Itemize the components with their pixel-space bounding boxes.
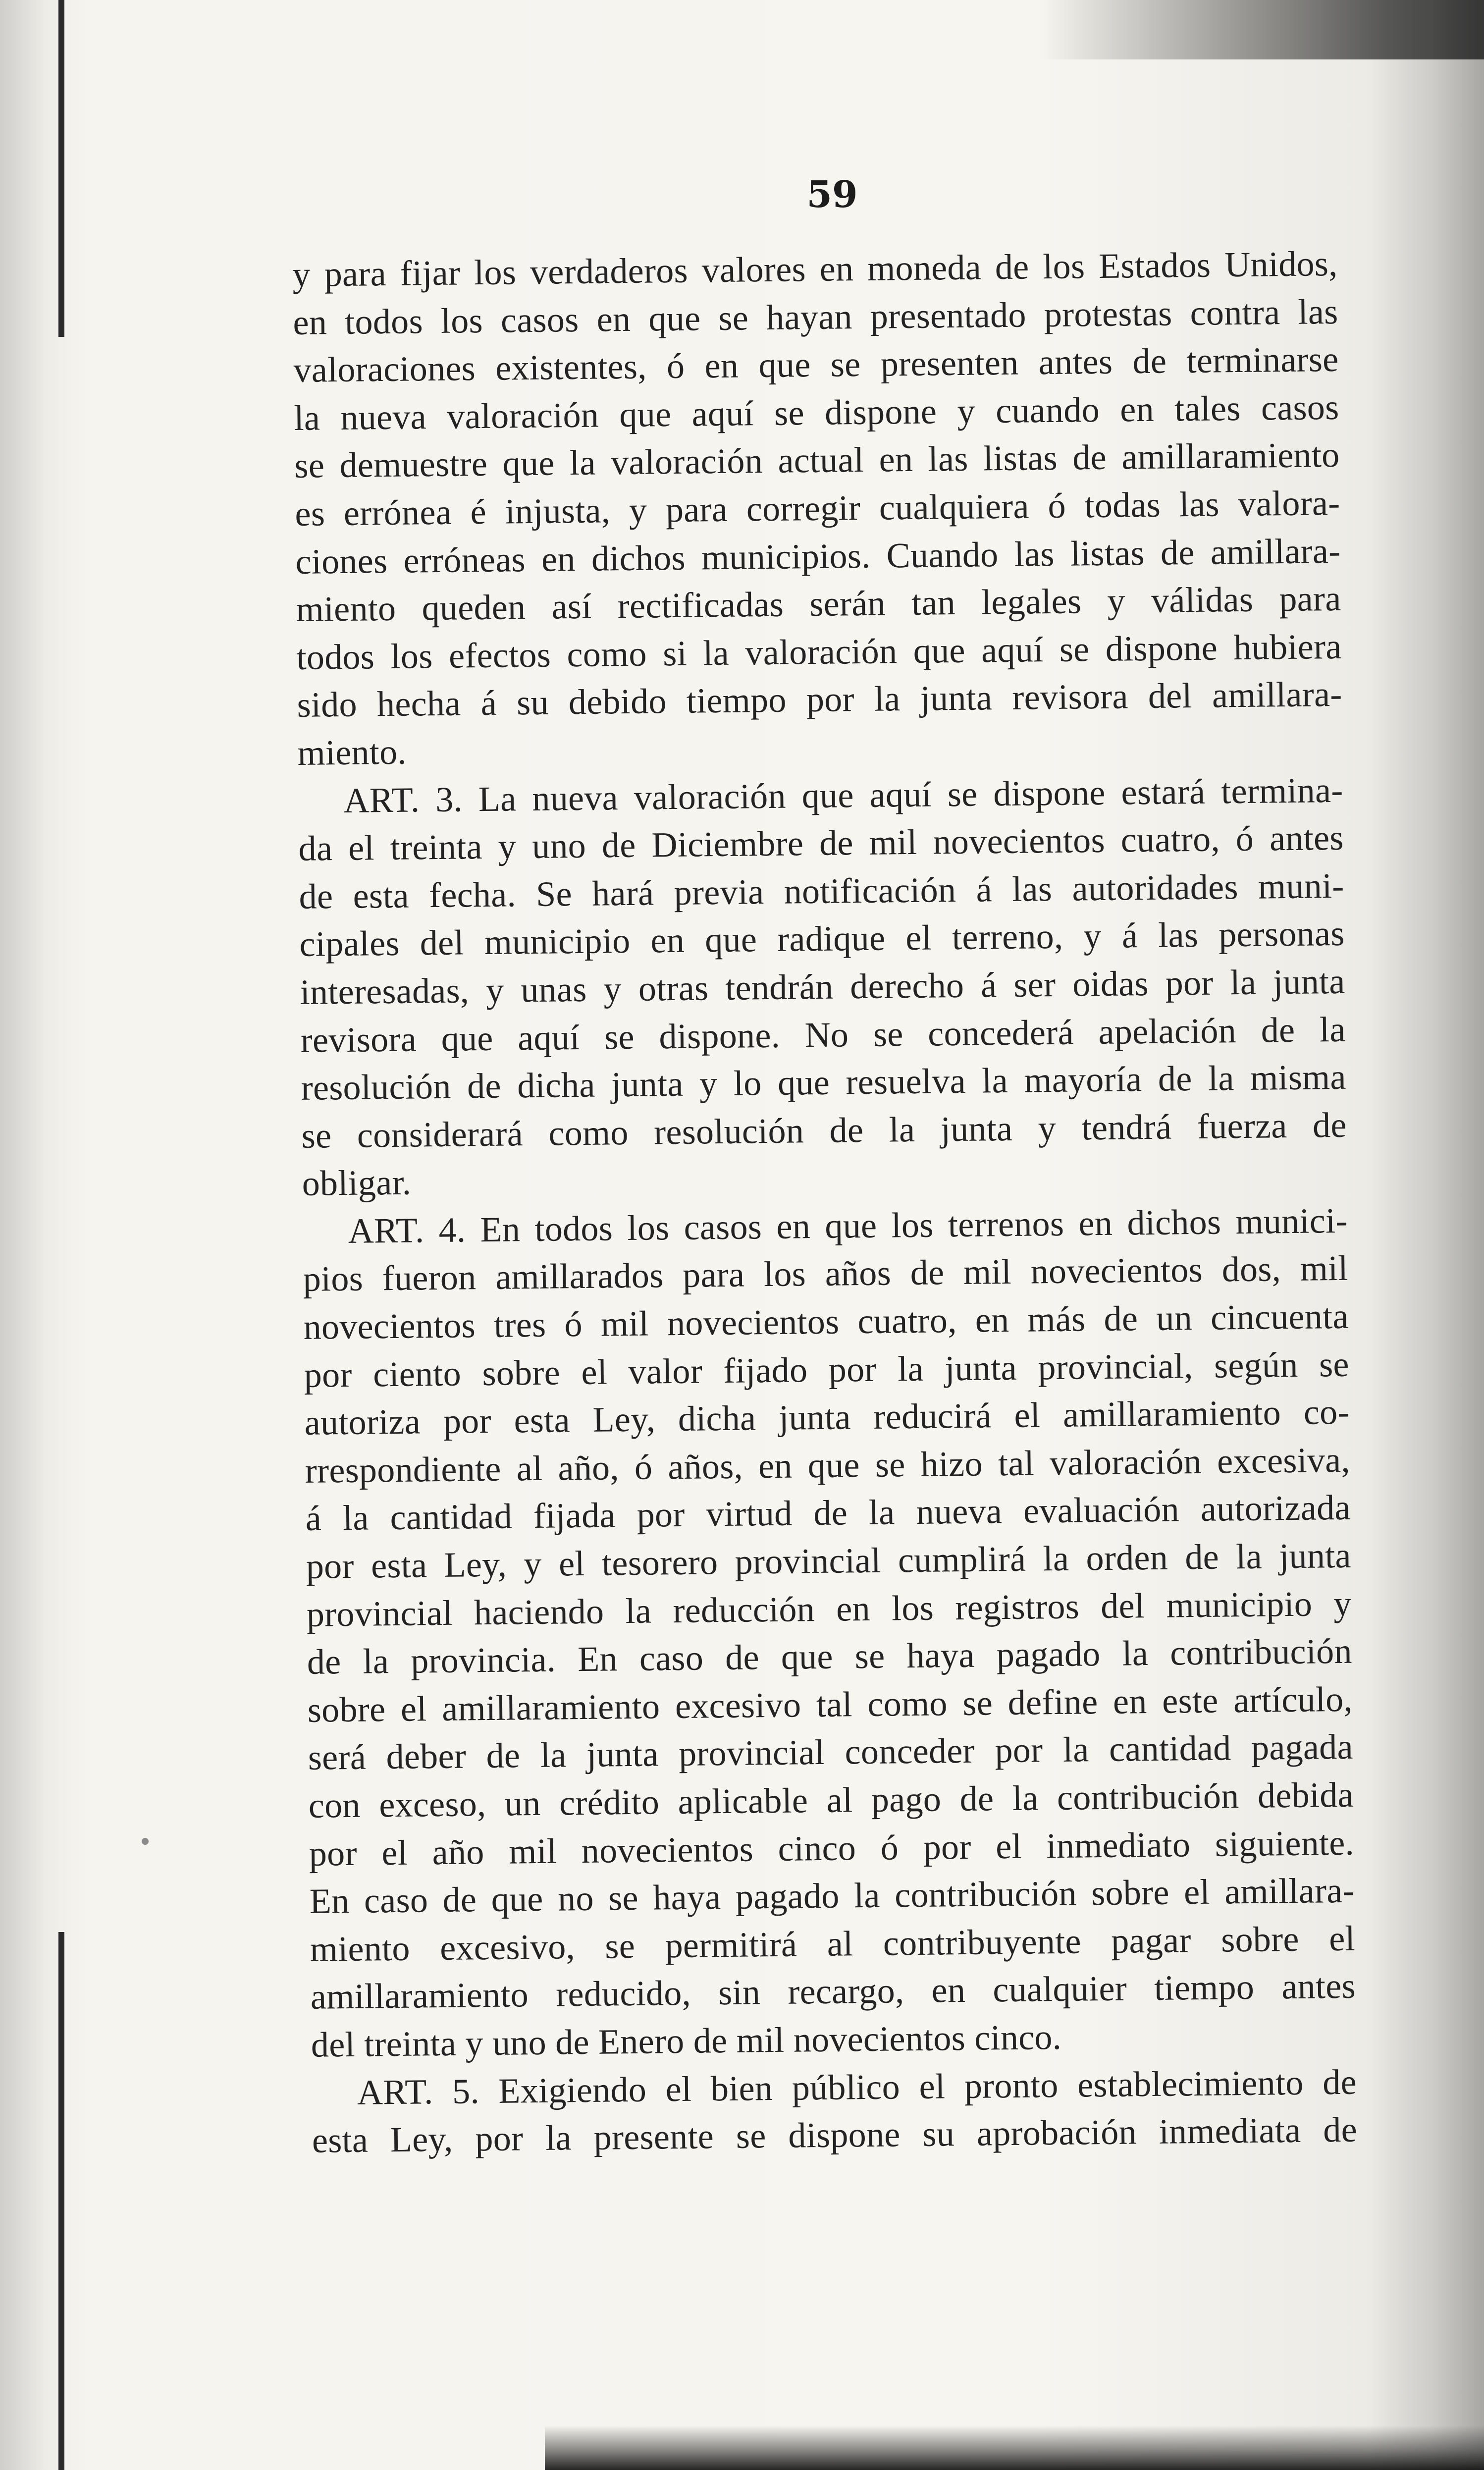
text-line: la nueva valoración que aquí se dispone y cuando en tales casos: [294, 387, 1339, 438]
text-line: obligar.: [302, 1162, 412, 1204]
text-line: por esta Ley, y el tesorero provincial cumplirá la orden de la junta: [306, 1535, 1352, 1586]
text-line: interesadas, y unas y otras tendrán derecho á ser oidas por la junta: [300, 961, 1345, 1012]
text-line: valoraciones existentes, ó en que se presenten antes de terminarse: [293, 339, 1339, 390]
text-line: resolución de dicha junta y lo que resuelva la mayoría de la misma: [301, 1057, 1347, 1108]
ink-speck: [142, 1838, 149, 1845]
text-line: novecientos tres ó mil novecientos cuatro, en más de un cincuenta: [303, 1296, 1349, 1347]
text-line: será deber de la junta provincial conceder por la cantidad pagada: [308, 1727, 1354, 1778]
text-line: miento queden así rectificadas serán tan legales y válidas para: [296, 579, 1341, 630]
text-line: rrespondiente al año, ó años, en que se hizo tal valoración excesiva,: [305, 1440, 1351, 1491]
binding-rule-lower: [58, 1932, 64, 2470]
text-line: da el treinta y uno de Diciembre de mil novecientos cuatro, ó antes: [298, 817, 1344, 869]
text-line: por el año mil novecientos cinco ó por el inmediato siguiente.: [309, 1823, 1355, 1874]
text-line: ART. 4. En todos los casos en que los terrenos en dichos munici-: [348, 1200, 1348, 1251]
text-line: sido hecha á su debido tiempo por la junta revisora del amillara-: [297, 674, 1342, 725]
text-line: autoriza por esta Ley, dicha junta reducirá el amillaramiento co-: [304, 1392, 1350, 1443]
text-line: todos los efectos como si la valoración que aquí se dispone hubiera: [296, 626, 1342, 677]
text-line: ART. 5. Exigiendo el bien público el pronto establecimiento de: [357, 2062, 1357, 2112]
text-line: esta Ley, por la presente se dispone su aprobación inmediata de: [312, 2109, 1358, 2160]
page-number: 59: [806, 173, 858, 216]
right-edge-shadow: [1370, 0, 1484, 2470]
text-line: de esta fecha. Se hará previa notificación á las autoridades muni-: [299, 865, 1344, 916]
binding-rule-upper: [58, 0, 64, 337]
text-line: ART. 3. La nueva valoración que aquí se dispone estará termina-: [343, 770, 1343, 820]
text-line: de la provincia. En caso de que se haya pagado la contribución: [307, 1631, 1353, 1682]
text-line: con exceso, un crédito aplicable al pago de la contribución debida: [308, 1774, 1354, 1826]
text-line: y para fijar los verdaderos valores en moneda de los Estados Unidos,: [292, 243, 1338, 294]
text-line: por ciento sobre el valor fijado por la junta provincial, según se: [304, 1344, 1350, 1395]
text-line: es errónea é injusta, y para corregir cualquiera ó todas las valora-: [295, 483, 1340, 534]
text-line: á la cantidad fijada por virtud de la nueva evaluación autorizada: [305, 1488, 1351, 1539]
text-line: se demuestre que la valoración actual en las listas de amillaramiento: [294, 435, 1340, 486]
text-line: revisora que aquí se dispone. No se concederá apelación de la: [300, 1009, 1346, 1060]
text-line: del treinta y uno de Enero de mil novecientos cinco.: [311, 2017, 1062, 2065]
text-line: sobre el amillaramiento excesivo tal como se define en este artículo,: [307, 1679, 1353, 1730]
binding-edge: [0, 0, 64, 2470]
text-line: ciones erróneas en dichos municipios. Cuando las listas de amillara-: [295, 531, 1341, 582]
text-line: se considerará como resolución de la junta y tendrá fuerza de: [301, 1105, 1347, 1156]
body-text: [292, 240, 1357, 2165]
text-line: en todos los casos en que se hayan presentado protestas contra las: [293, 291, 1338, 342]
text-line: miento excesivo, se permitirá al contribuyente pagar sobre el: [310, 1918, 1356, 1969]
text-line: cipales del municipio en que radique el terreno, y á las personas: [299, 913, 1345, 965]
text-line: En caso de que no se haya pagado la contribución sobre el amillara-: [309, 1870, 1355, 1922]
text-line: amillaramiento reducido, sin recargo, en cualquier tiempo antes: [310, 1966, 1356, 2017]
text-line: miento.: [297, 732, 407, 773]
text-line: pios fueron amillarados para los años de mil novecientos dos, mil: [303, 1248, 1349, 1299]
text-line: provincial haciendo la reducción en los registros del municipio y: [306, 1583, 1352, 1634]
bottom-fold-shadow: [545, 2425, 1484, 2470]
